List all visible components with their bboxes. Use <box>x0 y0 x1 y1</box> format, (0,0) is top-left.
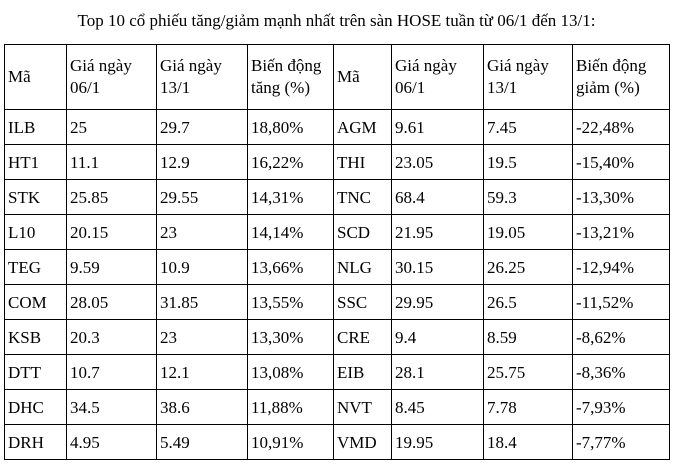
gainer-price-0601-cell: 28.05 <box>67 285 157 320</box>
gainer-code-cell: DHC <box>5 390 67 425</box>
header-bien-dong-giam: Biến động giảm (%) <box>573 45 670 110</box>
loser-change-cell: -15,40% <box>573 145 670 180</box>
gainer-price-1301-cell: 12.1 <box>157 355 248 390</box>
gainer-price-1301-cell: 12.9 <box>157 145 248 180</box>
gainer-price-1301-cell: 23 <box>157 215 248 250</box>
loser-change-cell: -11,52% <box>573 285 670 320</box>
loser-change-cell: -7,77% <box>573 425 670 460</box>
loser-price-0601-cell: 23.05 <box>392 145 484 180</box>
header-ma-gainers: Mã <box>5 45 67 110</box>
gainer-price-0601-cell: 4.95 <box>67 425 157 460</box>
gainer-change-cell: 10,91% <box>248 425 334 460</box>
gainer-price-1301-cell: 38.6 <box>157 390 248 425</box>
gainer-price-0601-cell: 25.85 <box>67 180 157 215</box>
loser-change-cell: -8,36% <box>573 355 670 390</box>
gainer-price-0601-cell: 9.59 <box>67 250 157 285</box>
table-header-row <box>5 45 670 110</box>
table-row <box>5 250 670 285</box>
table-row <box>5 215 670 250</box>
header-gia-1301-losers: Giá ngày 13/1 <box>484 45 573 110</box>
loser-code-cell: EIB <box>334 355 392 390</box>
gainer-change-cell: 16,22% <box>248 145 334 180</box>
table-row <box>5 285 670 320</box>
gainer-price-0601-cell: 20.15 <box>67 215 157 250</box>
gainer-change-cell: 13,08% <box>248 355 334 390</box>
loser-price-1301-cell: 18.4 <box>484 425 573 460</box>
table-row <box>5 320 670 355</box>
loser-change-cell: -12,94% <box>573 250 670 285</box>
loser-price-0601-cell: 29.95 <box>392 285 484 320</box>
gainer-change-cell: 13,66% <box>248 250 334 285</box>
gainer-change-cell: 18,80% <box>248 110 334 145</box>
header-gia-0601-losers: Giá ngày 06/1 <box>392 45 484 110</box>
loser-code-cell: AGM <box>334 110 392 145</box>
gainer-code-cell: DRH <box>5 425 67 460</box>
gainer-code-cell: TEG <box>5 250 67 285</box>
gainer-price-1301-cell: 10.9 <box>157 250 248 285</box>
gainer-code-cell: ILB <box>5 110 67 145</box>
loser-code-cell: SCD <box>334 215 392 250</box>
gainer-price-0601-cell: 25 <box>67 110 157 145</box>
gainer-price-1301-cell: 29.55 <box>157 180 248 215</box>
table-row <box>5 390 670 425</box>
loser-price-1301-cell: 19.5 <box>484 145 573 180</box>
table-row <box>5 145 670 180</box>
loser-code-cell: SSC <box>334 285 392 320</box>
gainer-code-cell: KSB <box>5 320 67 355</box>
header-ma-losers: Mã <box>334 45 392 110</box>
gainer-price-1301-cell: 5.49 <box>157 425 248 460</box>
stock-movers-table <box>4 44 670 460</box>
loser-price-0601-cell: 30.15 <box>392 250 484 285</box>
table-row <box>5 425 670 460</box>
loser-code-cell: CRE <box>334 320 392 355</box>
loser-code-cell: VMD <box>334 425 392 460</box>
loser-price-1301-cell: 59.3 <box>484 180 573 215</box>
gainer-change-cell: 13,30% <box>248 320 334 355</box>
loser-change-cell: -7,93% <box>573 390 670 425</box>
loser-price-1301-cell: 19.05 <box>484 215 573 250</box>
gainer-change-cell: 14,14% <box>248 215 334 250</box>
header-bien-dong-tang: Biến động tăng (%) <box>248 45 334 110</box>
loser-change-cell: -13,21% <box>573 215 670 250</box>
loser-price-0601-cell: 8.45 <box>392 390 484 425</box>
loser-price-0601-cell: 19.95 <box>392 425 484 460</box>
loser-change-cell: -13,30% <box>573 180 670 215</box>
gainer-price-1301-cell: 29.7 <box>157 110 248 145</box>
gainer-code-cell: COM <box>5 285 67 320</box>
loser-price-1301-cell: 7.45 <box>484 110 573 145</box>
gainer-change-cell: 14,31% <box>248 180 334 215</box>
loser-change-cell: -8,62% <box>573 320 670 355</box>
loser-price-1301-cell: 7.78 <box>484 390 573 425</box>
gainer-code-cell: HT1 <box>5 145 67 180</box>
header-gia-1301-gainers: Giá ngày 13/1 <box>157 45 248 110</box>
loser-code-cell: THI <box>334 145 392 180</box>
loser-price-1301-cell: 25.75 <box>484 355 573 390</box>
loser-price-1301-cell: 8.59 <box>484 320 573 355</box>
loser-change-cell: -22,48% <box>573 110 670 145</box>
loser-code-cell: TNC <box>334 180 392 215</box>
gainer-code-cell: L10 <box>5 215 67 250</box>
gainer-code-cell: DTT <box>5 355 67 390</box>
gainer-code-cell: STK <box>5 180 67 215</box>
loser-price-0601-cell: 68.4 <box>392 180 484 215</box>
loser-price-1301-cell: 26.25 <box>484 250 573 285</box>
gainer-price-0601-cell: 34.5 <box>67 390 157 425</box>
loser-price-0601-cell: 9.61 <box>392 110 484 145</box>
gainer-price-0601-cell: 10.7 <box>67 355 157 390</box>
table-row <box>5 355 670 390</box>
loser-price-1301-cell: 26.5 <box>484 285 573 320</box>
loser-price-0601-cell: 28.1 <box>392 355 484 390</box>
gainer-price-1301-cell: 31.85 <box>157 285 248 320</box>
gainer-price-1301-cell: 23 <box>157 320 248 355</box>
loser-code-cell: NLG <box>334 250 392 285</box>
gainer-change-cell: 13,55% <box>248 285 334 320</box>
gainer-price-0601-cell: 11.1 <box>67 145 157 180</box>
gainer-price-0601-cell: 20.3 <box>67 320 157 355</box>
table-row <box>5 110 670 145</box>
header-gia-0601-gainers: Giá ngày 06/1 <box>67 45 157 110</box>
loser-price-0601-cell: 21.95 <box>392 215 484 250</box>
loser-price-0601-cell: 9.4 <box>392 320 484 355</box>
gainer-change-cell: 11,88% <box>248 390 334 425</box>
loser-code-cell: NVT <box>334 390 392 425</box>
page-title: Top 10 cổ phiếu tăng/giảm mạnh nhất trên sàn HOSE tuần từ 06/1 đến 13/1: <box>77 11 596 30</box>
table-row <box>5 180 670 215</box>
